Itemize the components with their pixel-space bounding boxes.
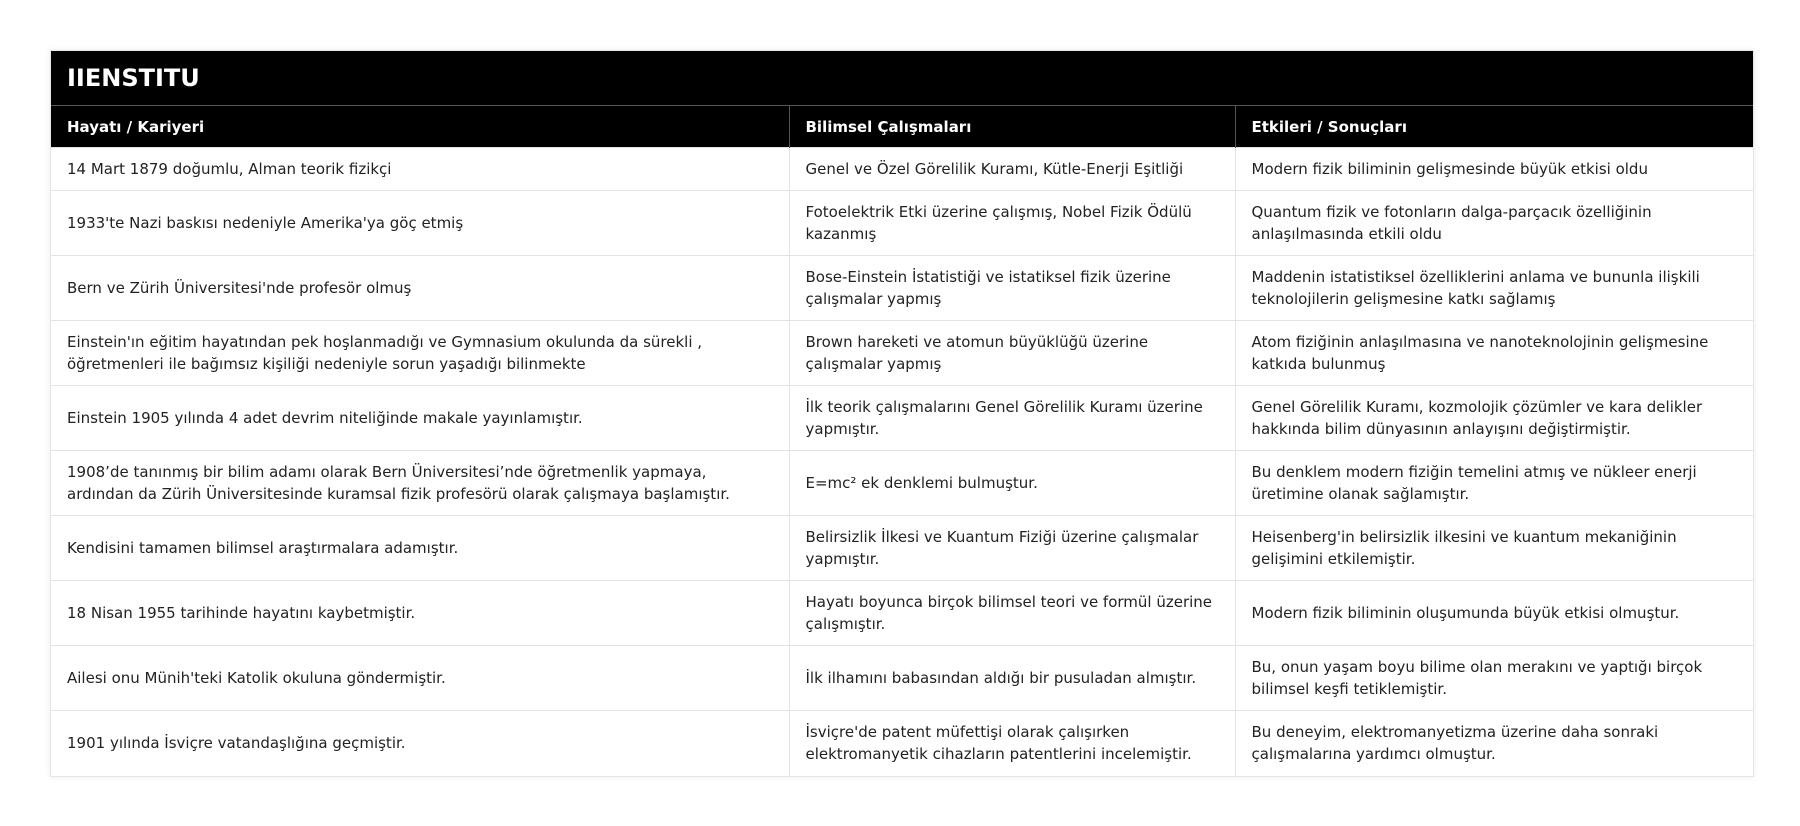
- table-row: [51, 581, 1753, 646]
- table-cell: Maddenin istatistiksel özelliklerini anlama ve bununla ilişkili teknolojilerin gelişmesine katkı sağlamış: [1235, 256, 1753, 321]
- table-cell: Bu deneyim, elektromanyetizma üzerine daha sonraki çalışmalarına yardımcı olmuştur.: [1235, 711, 1753, 776]
- table-cell: Bern ve Zürih Üniversitesi'nde profesör olmuş: [51, 256, 789, 321]
- table-cell: Bose-Einstein İstatistiği ve istatiksel fizik üzerine çalışmalar yapmış: [789, 256, 1235, 321]
- table-row: [51, 646, 1753, 711]
- table-cell: Ailesi onu Münih'teki Katolik okuluna göndermiştir.: [51, 646, 789, 711]
- table-row: [51, 516, 1753, 581]
- column-header-effects: Etkileri / Sonuçları: [1235, 106, 1753, 148]
- table-title: IIENSTITU: [51, 51, 1753, 105]
- table-cell: 14 Mart 1879 doğumlu, Alman teorik fizikçi: [51, 148, 789, 191]
- table-cell: Modern fizik biliminin gelişmesinde büyük etkisi oldu: [1235, 148, 1753, 191]
- table-cell: E=mc² ek denklemi bulmuştur.: [789, 451, 1235, 516]
- table-cell: Bu denklem modern fiziğin temelini atmış ve nükleer enerji üretimine olanak sağlamıştır.: [1235, 451, 1753, 516]
- table-cell: Hayatı boyunca birçok bilimsel teori ve formül üzerine çalışmıştır.: [789, 581, 1235, 646]
- table-cell: Bu, onun yaşam boyu bilime olan merakını ve yaptığı birçok bilimsel keşfi tetiklemiştir.: [1235, 646, 1753, 711]
- table-cell: Atom fiziğinin anlaşılmasına ve nanoteknolojinin gelişmesine katkıda bulunmuş: [1235, 321, 1753, 386]
- table-cell: Einstein 1905 yılında 4 adet devrim niteliğinde makale yayınlamıştır.: [51, 386, 789, 451]
- table-row: [51, 386, 1753, 451]
- table-row: [51, 148, 1753, 191]
- table-card: [50, 50, 1754, 777]
- table-row: [51, 711, 1753, 776]
- table-cell: Brown hareketi ve atomun büyüklüğü üzerine çalışmalar yapmış: [789, 321, 1235, 386]
- column-header-work: Bilimsel Çalışmaları: [789, 106, 1235, 148]
- table-cell: Genel Görelilik Kuramı, kozmolojik çözümler ve kara delikler hakkında bilim dünyasının anlayışını değiştirmiştir.: [1235, 386, 1753, 451]
- header-row: [51, 106, 1753, 148]
- data-table: [51, 105, 1753, 776]
- table-cell: 1908’de tanınmış bir bilim adamı olarak Bern Üniversitesi’nde öğretmenlik yapmaya, ardından da Zürih Üniversitesinde kuramsal fizik profesörü olarak çalışmaya başlamıştır.: [51, 451, 789, 516]
- table-cell: İlk teorik çalışmalarını Genel Görelilik Kuramı üzerine yapmıştır.: [789, 386, 1235, 451]
- table-cell: Genel ve Özel Görelilik Kuramı, Kütle-Enerji Eşitliği: [789, 148, 1235, 191]
- table-cell: Modern fizik biliminin oluşumunda büyük etkisi olmuştur.: [1235, 581, 1753, 646]
- table-row: [51, 451, 1753, 516]
- table-cell: Belirsizlik İlkesi ve Kuantum Fiziği üzerine çalışmalar yapmıştır.: [789, 516, 1235, 581]
- table-cell: Heisenberg'in belirsizlik ilkesini ve kuantum mekaniğinin gelişimini etkilemiştir.: [1235, 516, 1753, 581]
- table-row: [51, 191, 1753, 256]
- table-cell: Quantum fizik ve fotonların dalga-parçacık özelliğinin anlaşılmasında etkili oldu: [1235, 191, 1753, 256]
- table-cell: İlk ilhamını babasından aldığı bir pusuladan almıştır.: [789, 646, 1235, 711]
- table-cell: 1933'te Nazi baskısı nedeniyle Amerika'ya göç etmiş: [51, 191, 789, 256]
- table-cell: Einstein'ın eğitim hayatından pek hoşlanmadığı ve Gymnasium okulunda da sürekli , öğretmenleri ile bağımsız kişiliği nedeniyle sorun yaşadığı bilinmekte: [51, 321, 789, 386]
- table-cell: 18 Nisan 1955 tarihinde hayatını kaybetmiştir.: [51, 581, 789, 646]
- table-cell: 1901 yılında İsviçre vatandaşlığına geçmiştir.: [51, 711, 789, 776]
- table-row: [51, 321, 1753, 386]
- column-header-career: Hayatı / Kariyeri: [51, 106, 789, 148]
- table-cell: Fotoelektrik Etki üzerine çalışmış, Nobel Fizik Ödülü kazanmış: [789, 191, 1235, 256]
- table-cell: İsviçre'de patent müfettişi olarak çalışırken elektromanyetik cihazların patentlerini incelemiştir.: [789, 711, 1235, 776]
- table-row: [51, 256, 1753, 321]
- table-cell: Kendisini tamamen bilimsel araştırmalara adamıştır.: [51, 516, 789, 581]
